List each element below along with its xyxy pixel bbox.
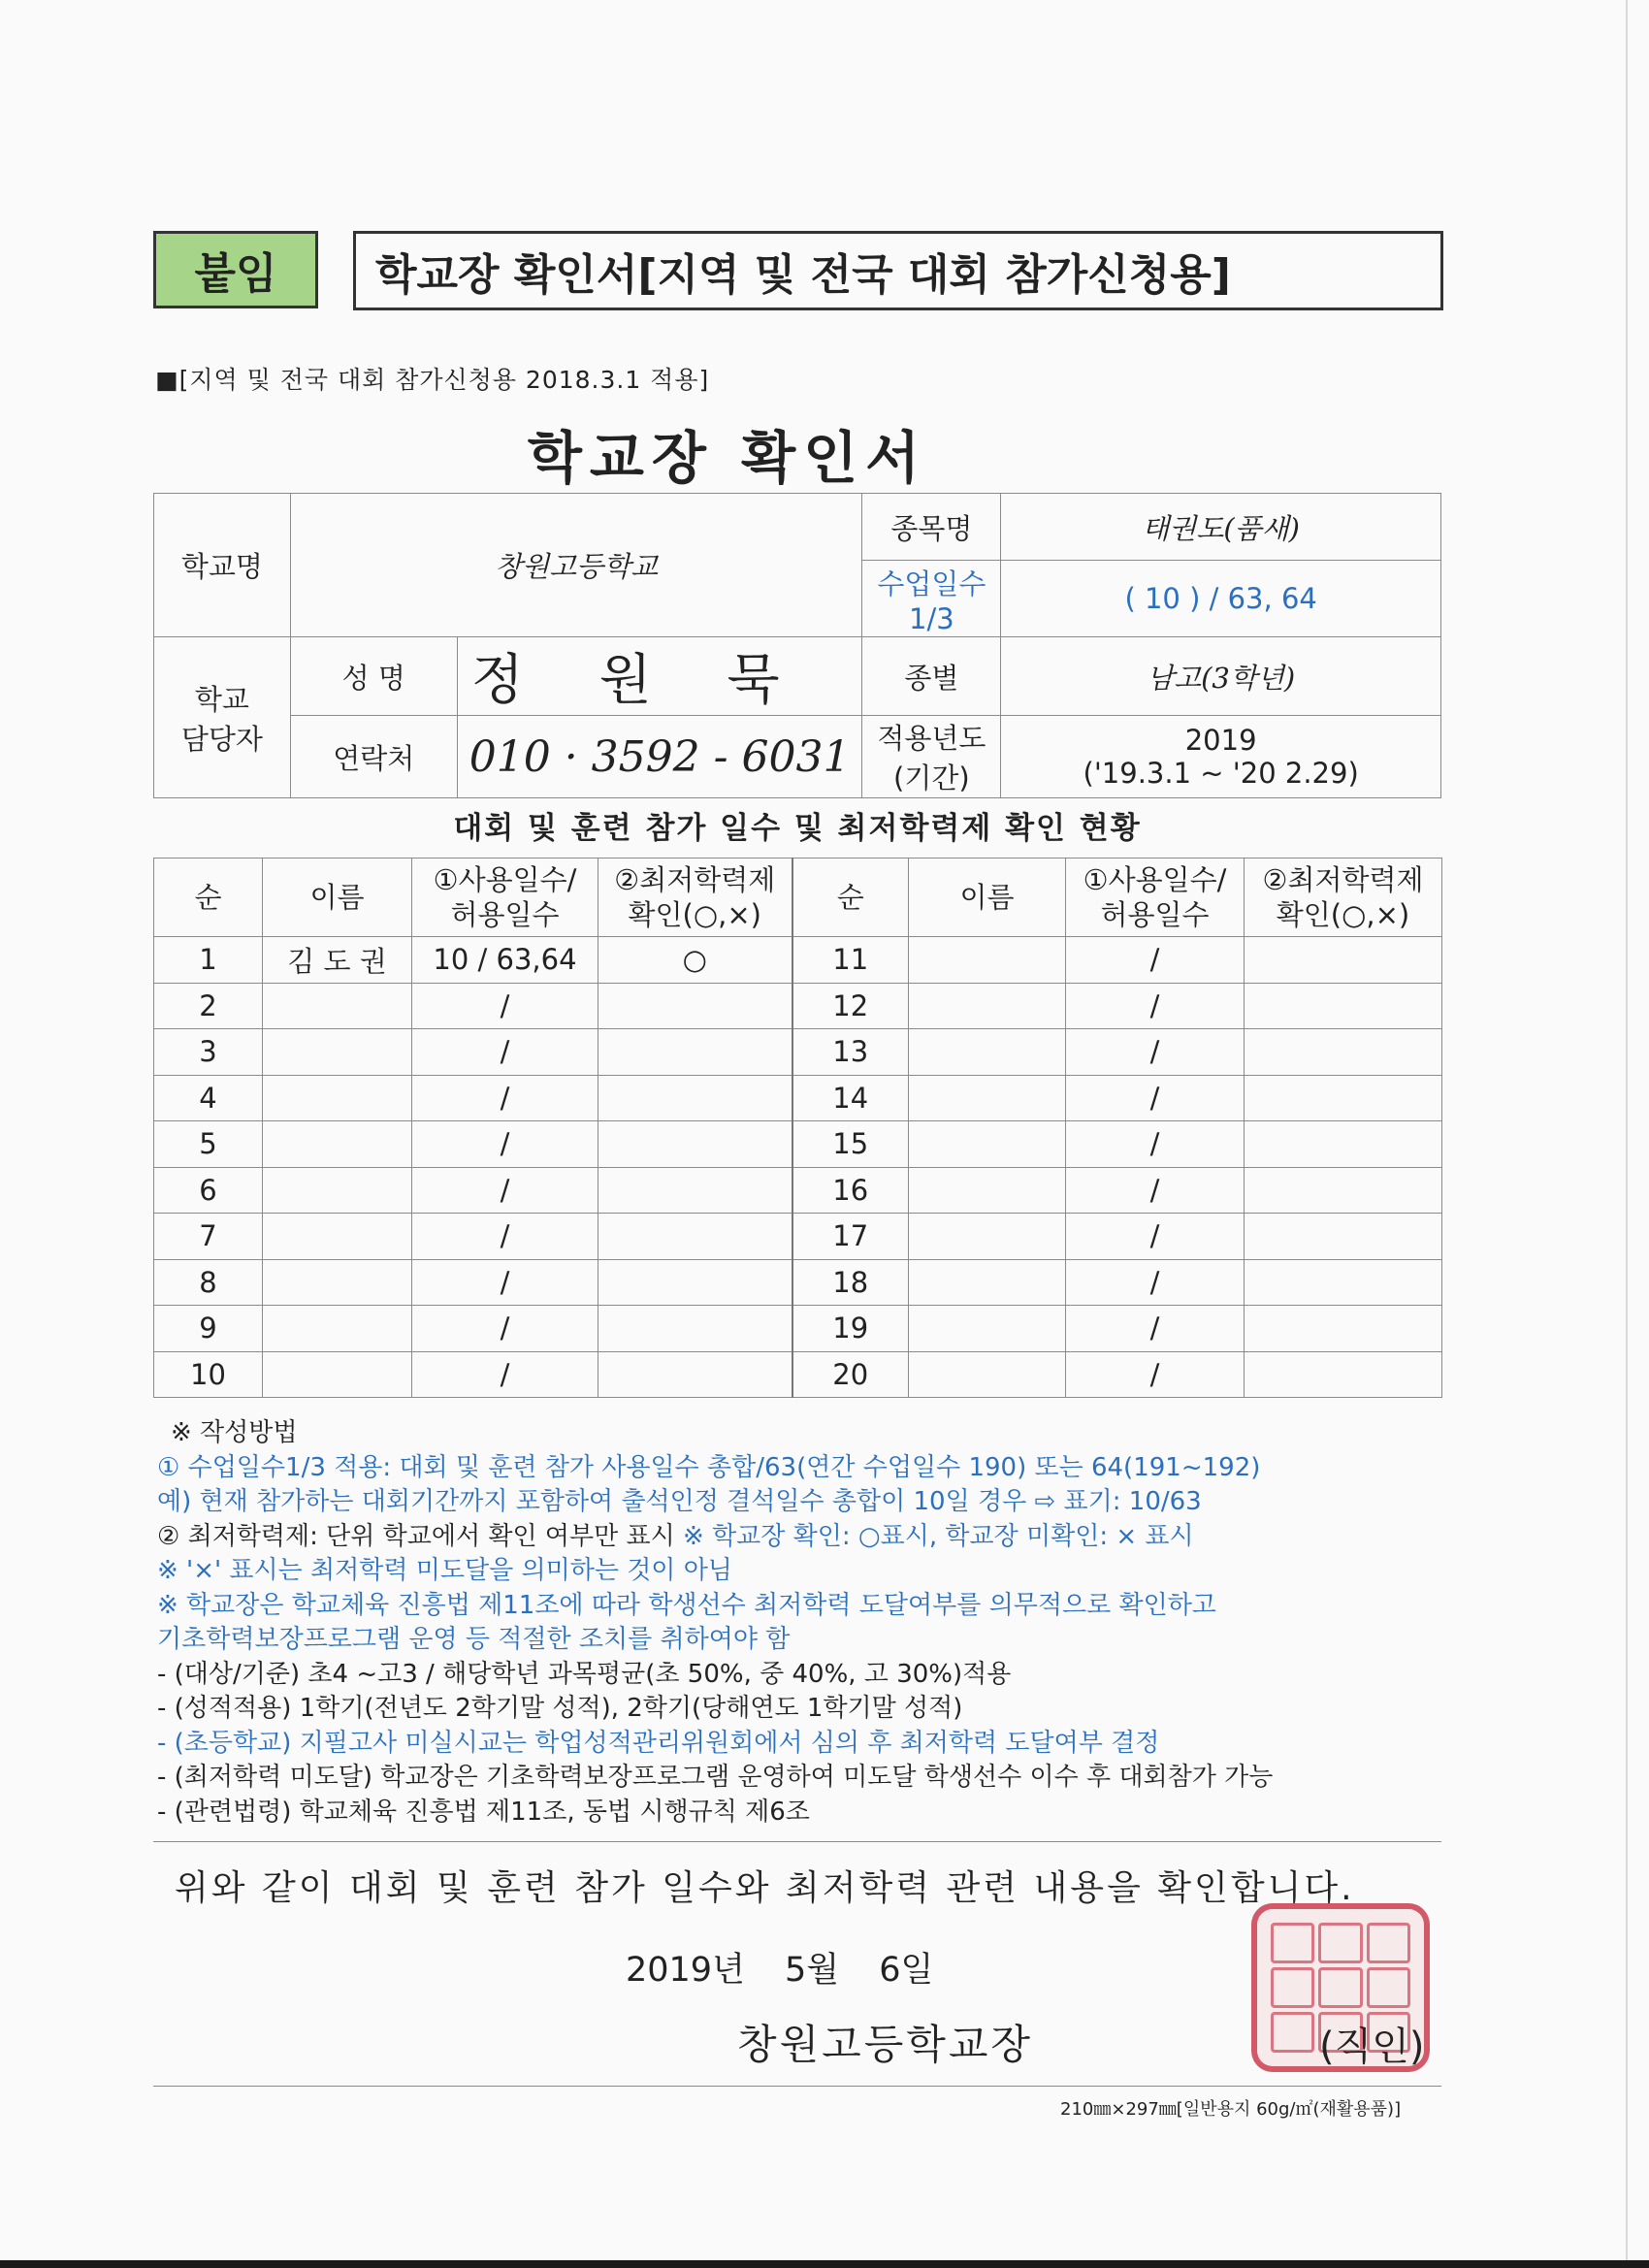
manager-label: [154, 637, 291, 798]
attachment-tag: 붙임: [153, 231, 318, 308]
row-no: 8: [154, 1259, 263, 1306]
table-row: [154, 1029, 1442, 1076]
table-row: [154, 1259, 1442, 1306]
divider: [153, 1841, 1441, 1842]
row-used-days-right: /: [1066, 1121, 1245, 1168]
row-name-right: [909, 1075, 1066, 1121]
header-used-line1-right: ①사용일수/: [1083, 863, 1227, 896]
row-no: 5: [154, 1121, 263, 1168]
row-used-days: /: [412, 1167, 598, 1214]
header-name: 이름: [263, 859, 412, 937]
row-name: [263, 1029, 412, 1076]
row-no: 4: [154, 1075, 263, 1121]
row-grade-check-right: [1245, 1167, 1442, 1214]
school-label: 학교명: [154, 494, 291, 637]
note-2: [157, 1520, 1457, 1555]
issue-date: 2019년 5월 6일: [626, 1951, 934, 1990]
table-row: [154, 1351, 1442, 1398]
row-no: 10: [154, 1351, 263, 1398]
detail-5: - (관련법령) 학교체육 진흥법 제11조, 동법 시행규칙 제6조: [157, 1797, 810, 1827]
row-name: [263, 983, 412, 1029]
table-row: [154, 1306, 1442, 1352]
seal-label: (직인): [1319, 2025, 1425, 2069]
row-grade-check-right: [1245, 937, 1442, 984]
edition-note: ■[지역 및 전국 대회 참가신청용 2018.3.1 적용]: [155, 366, 710, 394]
row-name: 김 도 권: [263, 937, 412, 984]
row-no-right: 19: [792, 1306, 909, 1352]
row-used-days: /: [412, 1351, 598, 1398]
event-label: 종목명: [862, 494, 1001, 561]
year-value: [1001, 716, 1441, 798]
detail-4: - (최저학력 미도달) 학교장은 기초학력보장프로그램 운영하여 미도달 학생선수 이수 후 대회참가 가능: [157, 1763, 1274, 1792]
paper-spec: 210㎜×297㎜[일반용지 60g/㎡(재활용품)]: [1060, 2099, 1402, 2120]
table-row: [154, 983, 1442, 1029]
header-min-grade: [598, 859, 792, 937]
row-used-days-right: /: [1066, 1214, 1245, 1260]
days-label-line2: 1/3: [909, 601, 954, 635]
row-name-right: [909, 937, 1066, 984]
header-grade-line1: ②최저학력제: [614, 863, 776, 896]
row-no-right: 20: [792, 1351, 909, 1398]
row-used-days-right: /: [1066, 983, 1245, 1029]
row-grade-check-right: [1245, 1351, 1442, 1398]
row-name-right: [909, 1306, 1066, 1352]
row-no-right: 13: [792, 1029, 909, 1076]
row-name: [263, 1121, 412, 1168]
header-grade-line2-right: 확인(○,×): [1276, 898, 1410, 931]
header-no: 순: [154, 859, 263, 937]
note-1: ① 수업일수1/3 적용: 대회 및 훈련 참가 사용일수 총합/63(연간 수업일수 190) 또는 64(191~192): [157, 1452, 1261, 1482]
principal-name: 창원고등학교장: [737, 2021, 1034, 2068]
row-name-right: [909, 983, 1066, 1029]
note-4-cont: 기초학력보장프로그램 운영 등 적절한 조치를 취하여야 함: [157, 1625, 791, 1654]
year-label-line1: 적용년도: [877, 722, 986, 755]
row-no-right: 11: [792, 937, 909, 984]
row-used-days: /: [412, 1259, 598, 1306]
row-used-days: /: [412, 1214, 598, 1260]
row-used-days: 10 / 63,64: [412, 937, 598, 984]
header-used-days-right: [1066, 859, 1245, 937]
days-label: [862, 561, 1001, 637]
row-used-days-right: /: [1066, 1351, 1245, 1398]
row-grade-check: [598, 1121, 792, 1168]
participation-table: [153, 858, 1442, 1398]
row-no: 6: [154, 1167, 263, 1214]
note-4: ※ 학교장은 학교체육 진흥법 제11조에 따라 학생선수 최저학력 도달여부를 의무적으로 확인하고: [157, 1590, 1216, 1620]
header-title: 학교장 확인서[지역 및 전국 대회 참가신청용]: [353, 231, 1443, 310]
confirm-statement: 위와 같이 대회 및 훈련 참가 일수와 최저학력 관련 내용을 확인합니다.: [175, 1868, 1355, 1908]
row-name: [263, 1351, 412, 1398]
row-no: 2: [154, 983, 263, 1029]
gender-value: 남고(3학년): [1001, 637, 1441, 716]
note-3: ※ '×' 표시는 최저학력 미도달을 의미하는 것이 아님: [157, 1556, 732, 1585]
header-min-grade-right: [1245, 859, 1442, 937]
row-used-days-right: /: [1066, 937, 1245, 984]
name-label: 성 명: [290, 637, 457, 716]
row-grade-check: [598, 1167, 792, 1214]
detail-2: - (성적적용) 1학기(전년도 2학기말 성적), 2학기(당해연도 1학기말 성적): [157, 1694, 963, 1723]
row-grade-check: [598, 1075, 792, 1121]
row-no-right: 12: [792, 983, 909, 1029]
row-used-days-right: /: [1066, 1306, 1245, 1352]
row-no: 3: [154, 1029, 263, 1076]
row-used-days: /: [412, 1075, 598, 1121]
row-grade-check-right: [1245, 1075, 1442, 1121]
note-2-marking: ※ 학교장 확인: ○표시, 학교장 미확인: × 표시: [683, 1521, 1194, 1551]
name-signature: 정 원 묵: [457, 637, 862, 716]
document-title: 학교장 확인서: [527, 425, 928, 491]
row-grade-check-right: [1245, 983, 1442, 1029]
row-no-right: 18: [792, 1259, 909, 1306]
row-name: [263, 1259, 412, 1306]
row-no: 9: [154, 1306, 263, 1352]
row-name: [263, 1075, 412, 1121]
note-1-example: 예) 현재 참가하는 대회기간까지 포함하여 출석인정 결석일수 총합이 10일 경우 ⇨ 표기: 10/63: [157, 1487, 1202, 1516]
year-label-line2: (기간): [893, 761, 970, 794]
days-value: ( 10 ) / 63, 64: [1001, 561, 1441, 637]
header-name-right: 이름: [909, 859, 1066, 937]
row-grade-check: ○: [598, 937, 792, 984]
row-no-right: 14: [792, 1075, 909, 1121]
table-title: 대회 및 훈련 참가 일수 및 최저학력제 확인 현황: [453, 811, 1142, 846]
row-grade-check-right: [1245, 1214, 1442, 1260]
row-grade-check: [598, 1029, 792, 1076]
table-row: [154, 937, 1442, 984]
detail-3: - (초등학교) 지필고사 미실시교는 학업성적관리위원회에서 심의 후 최저학력 도달여부 결정: [157, 1728, 1160, 1758]
year-label: [862, 716, 1001, 798]
footer-divider: [153, 2086, 1441, 2087]
row-name-right: [909, 1121, 1066, 1168]
row-used-days: /: [412, 983, 598, 1029]
row-no-right: 15: [792, 1121, 909, 1168]
gender-label: 종별: [862, 637, 1001, 716]
row-grade-check-right: [1245, 1121, 1442, 1168]
table-row: [154, 1121, 1442, 1168]
days-label-line1: 수업일수: [877, 567, 986, 600]
table-header-row: [154, 859, 1442, 937]
row-name-right: [909, 1259, 1066, 1306]
header-grade-line1-right: ②최저학력제: [1262, 863, 1424, 896]
row-grade-check-right: [1245, 1259, 1442, 1306]
header-used-line2: 허용일수: [450, 898, 560, 931]
row-used-days: /: [412, 1121, 598, 1168]
scan-edge: [1626, 0, 1628, 2268]
row-grade-check-right: [1245, 1029, 1442, 1076]
header-grade-line2: 확인(○,×): [628, 898, 761, 931]
year-value-line1: 2019: [1184, 724, 1257, 757]
row-grade-check: [598, 983, 792, 1029]
header-used-days: [412, 859, 598, 937]
school-value: 창원고등학교: [290, 494, 862, 637]
info-table: [153, 493, 1441, 798]
table-row: [154, 1167, 1442, 1214]
row-no-right: 16: [792, 1167, 909, 1214]
table-row: [154, 1075, 1442, 1121]
table-row: [154, 1214, 1442, 1260]
row-name-right: [909, 1351, 1066, 1398]
manager-label-line1: 학교: [194, 682, 249, 716]
row-name: [263, 1214, 412, 1260]
year-value-line2: ('19.3.1 ~ '20 2.29): [1083, 757, 1359, 790]
row-no: 1: [154, 937, 263, 984]
row-name: [263, 1167, 412, 1214]
row-no-right: 17: [792, 1214, 909, 1260]
event-value: 태권도(품새): [1001, 494, 1441, 561]
row-grade-check-right: [1245, 1306, 1442, 1352]
row-grade-check: [598, 1306, 792, 1352]
note-2-text: ② 최저학력제: 단위 학교에서 확인 여부만 표시: [157, 1521, 684, 1551]
scan-bottom-edge: [0, 2260, 1649, 2268]
row-grade-check: [598, 1214, 792, 1260]
row-used-days-right: /: [1066, 1029, 1245, 1076]
header-no-right: 순: [792, 859, 909, 937]
row-used-days-right: /: [1066, 1259, 1245, 1306]
row-used-days: /: [412, 1029, 598, 1076]
contact-value: 010 · 3592 - 6031: [457, 716, 862, 798]
row-name: [263, 1306, 412, 1352]
detail-1: - (대상/기준) 초4 ~고3 / 해당학년 과목평균(초 50%, 중 40%, 고 30%)적용: [157, 1659, 1012, 1689]
header-used-line1: ①사용일수/: [433, 863, 577, 896]
notes-heading: ※ 작성방법: [171, 1418, 298, 1447]
row-used-days-right: /: [1066, 1075, 1245, 1121]
row-grade-check: [598, 1351, 792, 1398]
header-used-line2-right: 허용일수: [1100, 898, 1210, 931]
row-grade-check: [598, 1259, 792, 1306]
instructions: [157, 1416, 1457, 1830]
contact-label: 연락처: [290, 716, 457, 798]
manager-label-line2: 담당자: [180, 722, 263, 756]
row-name-right: [909, 1167, 1066, 1214]
row-used-days: /: [412, 1306, 598, 1352]
row-no: 7: [154, 1214, 263, 1260]
row-used-days-right: /: [1066, 1167, 1245, 1214]
row-name-right: [909, 1214, 1066, 1260]
row-name-right: [909, 1029, 1066, 1076]
